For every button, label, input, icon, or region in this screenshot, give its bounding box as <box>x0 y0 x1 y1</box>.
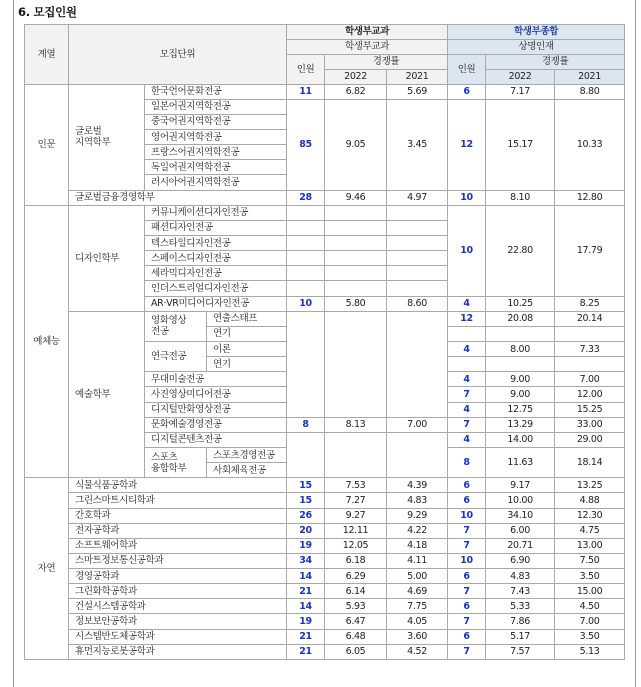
subject-empty-cell <box>287 235 325 250</box>
comprehensive-quota: 7 <box>448 387 486 402</box>
dept-cell: 스마트정보통신공학과 <box>69 553 287 568</box>
comprehensive-quota: 10 <box>448 553 486 568</box>
major-cell: 커뮤니케이션디자인전공 <box>145 205 287 220</box>
table-row <box>25 84 625 99</box>
subject-rate-2021: 4.18 <box>387 538 448 553</box>
header-group2: 학생부종합 <box>448 25 625 40</box>
comprehensive-rate-2021: 15.00 <box>555 584 625 599</box>
table-row <box>25 599 625 614</box>
dept-cell: 전자공학과 <box>69 523 287 538</box>
major-cell: 디지털콘텐츠전공 <box>145 432 287 447</box>
comprehensive-rate-2022: 8.10 <box>486 190 555 205</box>
header-group1-sub: 학생부교과 <box>287 39 448 54</box>
major-cell: 인더스트리얼디자인전공 <box>145 281 287 296</box>
comprehensive-rate-2022: 9.17 <box>486 478 555 493</box>
dept-cell: 글로벌 지역학부 <box>69 84 145 190</box>
comprehensive-quota: 6 <box>448 493 486 508</box>
subject-rate-2021: 8.60 <box>387 296 448 311</box>
sub-dept-cell: 영화영상 전공 <box>145 311 207 341</box>
comprehensive-quota: 4 <box>448 341 486 356</box>
major-cell: 영어권지역학전공 <box>145 129 287 144</box>
sub-dept-cell: 연극전공 <box>145 341 207 371</box>
header-year: 2022 <box>486 69 555 84</box>
comprehensive-cell: 11.63 <box>486 447 555 477</box>
subject-empty-cell <box>387 432 448 477</box>
major-cell: 한국언어문화전공 <box>145 84 287 99</box>
subject-rate-2021: 7.00 <box>387 417 448 432</box>
comprehensive-rate-2021: 8.80 <box>555 84 625 99</box>
table-row <box>25 644 625 659</box>
dept-cell: 그린화학공학과 <box>69 584 287 599</box>
comprehensive-quota: 7 <box>448 644 486 659</box>
header-year: 2022 <box>325 69 387 84</box>
table-row <box>25 508 625 523</box>
table-row <box>25 538 625 553</box>
dept-cell: 식물식품공학과 <box>69 478 287 493</box>
table-row <box>25 493 625 508</box>
comprehensive-rate-2021: 13.25 <box>555 478 625 493</box>
comprehensive-rate-2021: 15.25 <box>555 402 625 417</box>
dept-cell: 소프트웨어학과 <box>69 538 287 553</box>
comprehensive-rate-2021: 3.50 <box>555 629 625 644</box>
subject-empty-cell <box>387 281 448 296</box>
subject-rate-2021: 4.83 <box>387 493 448 508</box>
table-row <box>25 523 625 538</box>
dept-cell: 그린스마트시티학과 <box>69 493 287 508</box>
dept-cell: 경영공학과 <box>69 569 287 584</box>
subject-empty-cell <box>325 220 387 235</box>
comprehensive-rate-2021: 8.25 <box>555 296 625 311</box>
header-competition: 경쟁률 <box>486 54 625 69</box>
subject-quota: 26 <box>287 508 325 523</box>
header-quota: 인원 <box>287 54 325 84</box>
subject-rate-2021: 4.52 <box>387 644 448 659</box>
table-row <box>25 311 625 326</box>
comprehensive-quota: 10 <box>448 508 486 523</box>
subject-rate-2022: 7.53 <box>325 478 387 493</box>
comprehensive-cell: 22.80 <box>486 205 555 296</box>
comprehensive-quota: 7 <box>448 584 486 599</box>
subject-quota: 20 <box>287 523 325 538</box>
subject-rate-2022: 12.11 <box>325 523 387 538</box>
comprehensive-quota: 6 <box>448 569 486 584</box>
header-category: 계열 <box>25 25 69 85</box>
comprehensive-empty-cell <box>448 357 486 372</box>
recruitment-table <box>24 24 625 660</box>
table-row <box>25 553 625 568</box>
subject-empty-cell <box>325 251 387 266</box>
comprehensive-rate-2022: 7.43 <box>486 584 555 599</box>
comprehensive-rate-2021: 4.88 <box>555 493 625 508</box>
comprehensive-rate-2022: 10.00 <box>486 493 555 508</box>
comprehensive-empty-cell <box>448 326 486 341</box>
major-cell: 프랑스어권지역학전공 <box>145 145 287 160</box>
major-cell: 연기 <box>207 357 287 372</box>
comprehensive-quota: 4 <box>448 296 486 311</box>
dept-cell: 정보보안공학과 <box>69 614 287 629</box>
dept-cell: 스포츠 융합학부 <box>145 447 207 477</box>
subject-rate-2021: 7.75 <box>387 599 448 614</box>
subject-rate-2021: 4.11 <box>387 553 448 568</box>
header-year: 2021 <box>555 69 625 84</box>
subject-rate-2022: 6.14 <box>325 584 387 599</box>
table-row <box>25 569 625 584</box>
comprehensive-rate-2021: 13.00 <box>555 538 625 553</box>
major-cell: 연기 <box>207 326 287 341</box>
category-cell: 예체능 <box>25 205 69 478</box>
comprehensive-rate-2022: 6.00 <box>486 523 555 538</box>
subject-rate-2021: 3.60 <box>387 629 448 644</box>
comprehensive-rate-2021: 12.30 <box>555 508 625 523</box>
comprehensive-empty-cell <box>555 326 625 341</box>
comprehensive-quota: 4 <box>448 372 486 387</box>
header-competition: 경쟁률 <box>325 54 448 69</box>
comprehensive-quota: 6 <box>448 629 486 644</box>
major-cell: 사진영상미디어전공 <box>145 387 287 402</box>
subject-empty-cell <box>325 266 387 281</box>
category-cell: 자연 <box>25 478 69 660</box>
subject-rate-2022: 6.48 <box>325 629 387 644</box>
major-cell: 사회체육전공 <box>207 463 325 478</box>
subject-empty-cell <box>325 235 387 250</box>
comprehensive-quota: 4 <box>448 402 486 417</box>
comprehensive-empty-cell <box>486 357 555 372</box>
comprehensive-rate-2021: 29.00 <box>555 432 625 447</box>
comprehensive-rate-2022: 7.86 <box>486 614 555 629</box>
major-cell: 세라믹디자인전공 <box>145 266 287 281</box>
subject-rate-2022: 5.93 <box>325 599 387 614</box>
subject-rate-2022: 8.13 <box>325 417 387 432</box>
header-group1: 학생부교과 <box>287 25 448 40</box>
subject-quota: 15 <box>287 478 325 493</box>
subject-quota: 8 <box>287 417 325 432</box>
dept-cell: 글로벌금융경영학부 <box>69 190 287 205</box>
comprehensive-quota: 7 <box>448 614 486 629</box>
subject-empty-cell <box>387 251 448 266</box>
subject-rate-2022: 9.27 <box>325 508 387 523</box>
category-cell: 인문 <box>25 84 69 205</box>
comprehensive-cell: 17.79 <box>555 205 625 296</box>
subject-rate-2021: 4.39 <box>387 478 448 493</box>
subject-rate-2021: 5.00 <box>387 569 448 584</box>
subject-empty-cell <box>287 251 325 266</box>
comprehensive-cell: 12 <box>448 99 486 190</box>
comprehensive-rate-2021: 4.75 <box>555 523 625 538</box>
subject-quota: 19 <box>287 614 325 629</box>
major-cell: 일본어권지역학전공 <box>145 99 287 114</box>
subject-empty-cell <box>325 281 387 296</box>
comprehensive-quota: 7 <box>448 523 486 538</box>
major-cell: 중국어권지역학전공 <box>145 114 287 129</box>
comprehensive-rate-2021: 12.80 <box>555 190 625 205</box>
major-cell: 텍스타일디자인전공 <box>145 235 287 250</box>
table-row <box>25 190 625 205</box>
dept-cell: 건설시스템공학과 <box>69 599 287 614</box>
subject-rate-2022: 9.46 <box>325 190 387 205</box>
subject-empty-cell <box>387 266 448 281</box>
subject-rate-2022: 7.27 <box>325 493 387 508</box>
subject-cell: 85 <box>287 99 325 190</box>
subject-rate-2022: 5.80 <box>325 296 387 311</box>
subject-empty-cell <box>325 432 387 477</box>
subject-rate-2022: 6.29 <box>325 569 387 584</box>
subject-cell: 9.05 <box>325 99 387 190</box>
subject-quota: 10 <box>287 296 325 311</box>
comprehensive-quota: 7 <box>448 538 486 553</box>
comprehensive-rate-2021: 4.50 <box>555 599 625 614</box>
comprehensive-cell: 18.14 <box>555 447 625 477</box>
subject-quota: 15 <box>287 493 325 508</box>
subject-rate-2022: 6.47 <box>325 614 387 629</box>
subject-empty-cell <box>325 205 387 220</box>
table-row <box>25 584 625 599</box>
comprehensive-rate-2022: 8.00 <box>486 341 555 356</box>
comprehensive-rate-2022: 13.29 <box>486 417 555 432</box>
comprehensive-cell: 8 <box>448 447 486 477</box>
comprehensive-rate-2022: 10.25 <box>486 296 555 311</box>
comprehensive-rate-2021: 3.50 <box>555 569 625 584</box>
subject-rate-2022: 12.05 <box>325 538 387 553</box>
major-cell: 스페이스디자인전공 <box>145 251 287 266</box>
major-cell: 러시아어권지역학전공 <box>145 175 287 190</box>
subject-empty-cell <box>387 311 448 417</box>
major-cell: 문화예술경영전공 <box>145 417 287 432</box>
comprehensive-quota: 6 <box>448 84 486 99</box>
subject-rate-2021: 4.69 <box>387 584 448 599</box>
comprehensive-quota: 12 <box>448 311 486 326</box>
comprehensive-rate-2022: 7.57 <box>486 644 555 659</box>
subject-rate-2022: 6.82 <box>325 84 387 99</box>
comprehensive-empty-cell <box>555 357 625 372</box>
comprehensive-rate-2022: 20.08 <box>486 311 555 326</box>
header-group2-sub: 상명인재 <box>448 39 625 54</box>
comprehensive-quota: 4 <box>448 432 486 447</box>
dept-cell: 디자인학부 <box>69 205 145 311</box>
dept-cell: 간호학과 <box>69 508 287 523</box>
comprehensive-quota: 10 <box>448 190 486 205</box>
comprehensive-rate-2021: 7.00 <box>555 614 625 629</box>
subject-rate-2021: 4.97 <box>387 190 448 205</box>
subject-empty-cell <box>287 220 325 235</box>
major-cell: 무대미술전공 <box>145 372 287 387</box>
subject-empty-cell <box>387 220 448 235</box>
subject-empty-cell <box>287 266 325 281</box>
comprehensive-rate-2021: 7.50 <box>555 553 625 568</box>
subject-cell: 3.45 <box>387 99 448 190</box>
comprehensive-rate-2022: 34.10 <box>486 508 555 523</box>
table-row <box>25 205 625 220</box>
comprehensive-cell: 15.17 <box>486 99 555 190</box>
comprehensive-rate-2021: 7.00 <box>555 372 625 387</box>
subject-quota: 14 <box>287 599 325 614</box>
subject-quota: 19 <box>287 538 325 553</box>
subject-empty-cell <box>287 281 325 296</box>
comprehensive-rate-2022: 6.90 <box>486 553 555 568</box>
table-row <box>25 629 625 644</box>
subject-empty-cell <box>387 205 448 220</box>
major-cell: AR·VR미디어디자인전공 <box>145 296 287 311</box>
header-year: 2021 <box>387 69 448 84</box>
dept-cell: 휴먼지능로봇공학과 <box>69 644 287 659</box>
comprehensive-rate-2022: 4.83 <box>486 569 555 584</box>
comprehensive-rate-2021: 33.00 <box>555 417 625 432</box>
major-cell: 이론 <box>207 341 287 356</box>
subject-quota: 21 <box>287 629 325 644</box>
subject-empty-cell <box>387 235 448 250</box>
subject-rate-2021: 4.22 <box>387 523 448 538</box>
table-row <box>25 478 625 493</box>
comprehensive-rate-2021: 20.14 <box>555 311 625 326</box>
subject-quota: 28 <box>287 190 325 205</box>
comprehensive-quota: 7 <box>448 417 486 432</box>
subject-empty-cell <box>325 311 387 417</box>
subject-quota: 21 <box>287 584 325 599</box>
comprehensive-rate-2022: 5.33 <box>486 599 555 614</box>
comprehensive-cell: 10 <box>448 205 486 296</box>
comprehensive-rate-2022: 12.75 <box>486 402 555 417</box>
major-cell: 연출스태프 <box>207 311 287 326</box>
table-row <box>25 614 625 629</box>
comprehensive-quota: 6 <box>448 599 486 614</box>
subject-rate-2021: 4.05 <box>387 614 448 629</box>
comprehensive-rate-2022: 9.00 <box>486 372 555 387</box>
dept-cell: 시스템반도체공학과 <box>69 629 287 644</box>
comprehensive-rate-2021: 5.13 <box>555 644 625 659</box>
header-unit: 모집단위 <box>69 25 287 85</box>
subject-rate-2022: 6.05 <box>325 644 387 659</box>
comprehensive-rate-2021: 7.33 <box>555 341 625 356</box>
subject-rate-2021: 9.29 <box>387 508 448 523</box>
subject-quota: 14 <box>287 569 325 584</box>
section-heading: 6. 모집인원 <box>18 5 77 19</box>
comprehensive-rate-2022: 9.00 <box>486 387 555 402</box>
comprehensive-rate-2022: 5.17 <box>486 629 555 644</box>
comprehensive-empty-cell <box>486 326 555 341</box>
major-cell: 스포츠경영전공 <box>207 447 325 462</box>
subject-empty-cell <box>287 311 325 417</box>
comprehensive-quota: 6 <box>448 478 486 493</box>
major-cell: 디지털만화영상전공 <box>145 402 287 417</box>
subject-quota: 34 <box>287 553 325 568</box>
subject-quota: 11 <box>287 84 325 99</box>
comprehensive-cell: 10.33 <box>555 99 625 190</box>
subject-rate-2022: 6.18 <box>325 553 387 568</box>
subject-empty-cell <box>287 205 325 220</box>
subject-quota: 21 <box>287 644 325 659</box>
header-quota: 인원 <box>448 54 486 84</box>
dept-cell: 예술학부 <box>69 311 145 478</box>
comprehensive-rate-2022: 7.17 <box>486 84 555 99</box>
subject-rate-2021: 5.69 <box>387 84 448 99</box>
comprehensive-rate-2022: 14.00 <box>486 432 555 447</box>
major-cell: 독일어권지역학전공 <box>145 160 287 175</box>
major-cell: 패션디자인전공 <box>145 220 287 235</box>
comprehensive-rate-2021: 12.00 <box>555 387 625 402</box>
comprehensive-rate-2022: 20.71 <box>486 538 555 553</box>
